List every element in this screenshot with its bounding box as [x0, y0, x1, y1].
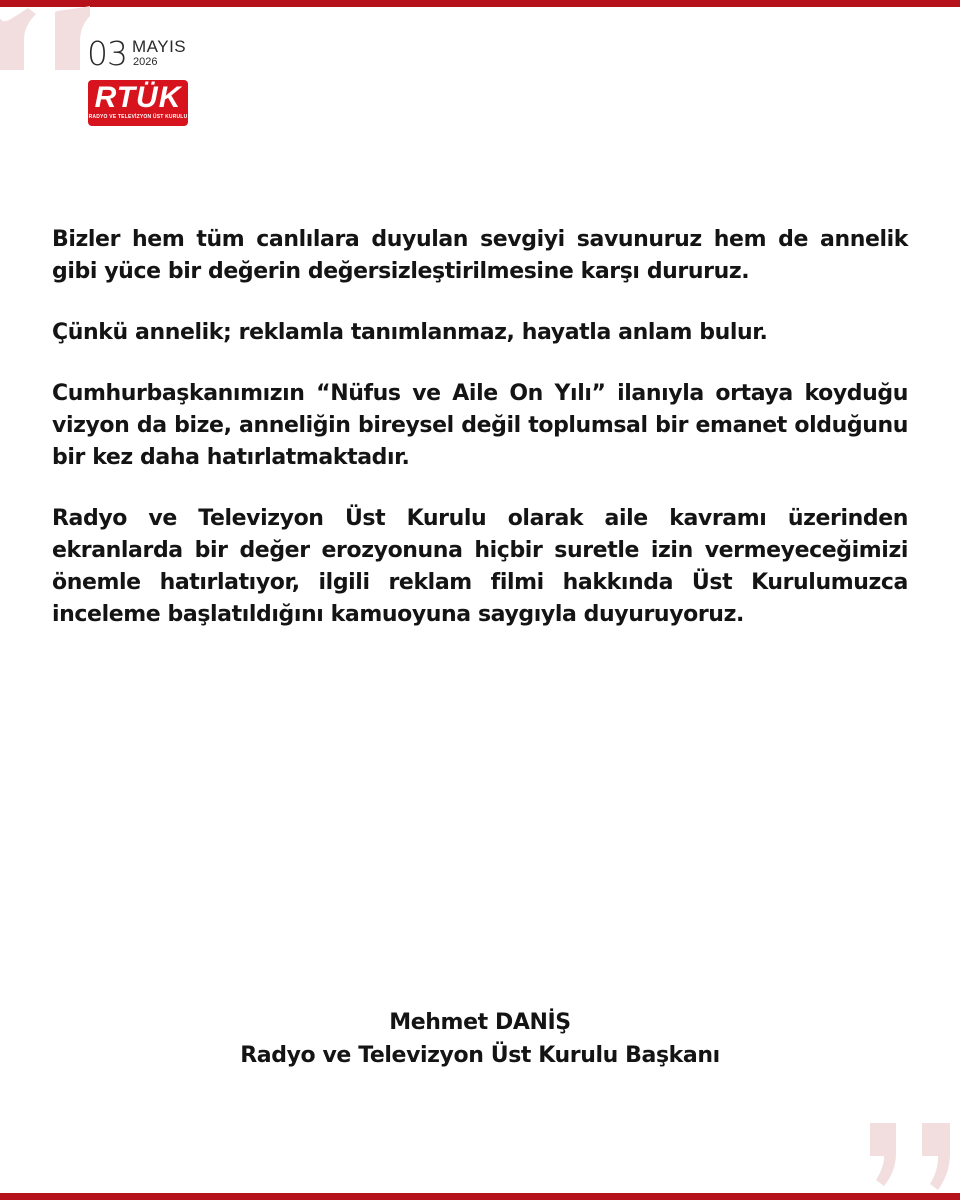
paragraph-1: Bizler hem tüm canlılara duyulan sevgiyi savunuruz hem de annelik gibi yüce bir değerin değersizleştirilmesine karşı dururuz. [52, 227, 908, 284]
signatory-title: Radyo ve Televizyon Üst Kurulu Başkanı [240, 1043, 720, 1068]
paragraph-4: Radyo ve Televizyon Üst Kurulu olarak aile kavramı üzerinden ekranlarda bir değer erozyonuna hiçbir suretle izin vermeyeceğimizi önemle hatırlatıyor, ilgili reklam filmi hakkında Üst Kurulumuzca inceleme başlatıldığını kamuoyuna saygıyla duyuruyoruz. [52, 506, 908, 627]
logo-text: RTÜK [94, 81, 182, 114]
date-day: 03 [87, 34, 127, 73]
paragraph-3: Cumhurbaşkanımızın “Nüfus ve Aile On Yılı” ilanıyla ortaya koyduğu vizyon da bize, anneliğin bireysel değil toplumsal bir emanet olduğunu bir kez daha hatırlatmaktadır. [52, 381, 908, 470]
logo-subtext: RADYO VE TELEVİZYON ÜST KURULU [88, 114, 188, 120]
bottom-accent-bar [0, 1193, 960, 1200]
date-month: MAYIS [132, 37, 187, 56]
signatory-name: Mehmet DANİŞ [389, 1010, 571, 1035]
rtuk-logo [88, 80, 188, 126]
signature-block [0, 1006, 960, 1072]
open-quote-icon [0, 0, 90, 80]
paragraph-2: Çünkü annelik; reklamla tanımlanmaz, hayatla anlam bulur. [52, 320, 768, 345]
statement-body [52, 224, 908, 660]
date-year: 2026 [133, 56, 158, 68]
close-quote-icon [870, 1118, 960, 1193]
top-accent-bar [0, 0, 960, 7]
